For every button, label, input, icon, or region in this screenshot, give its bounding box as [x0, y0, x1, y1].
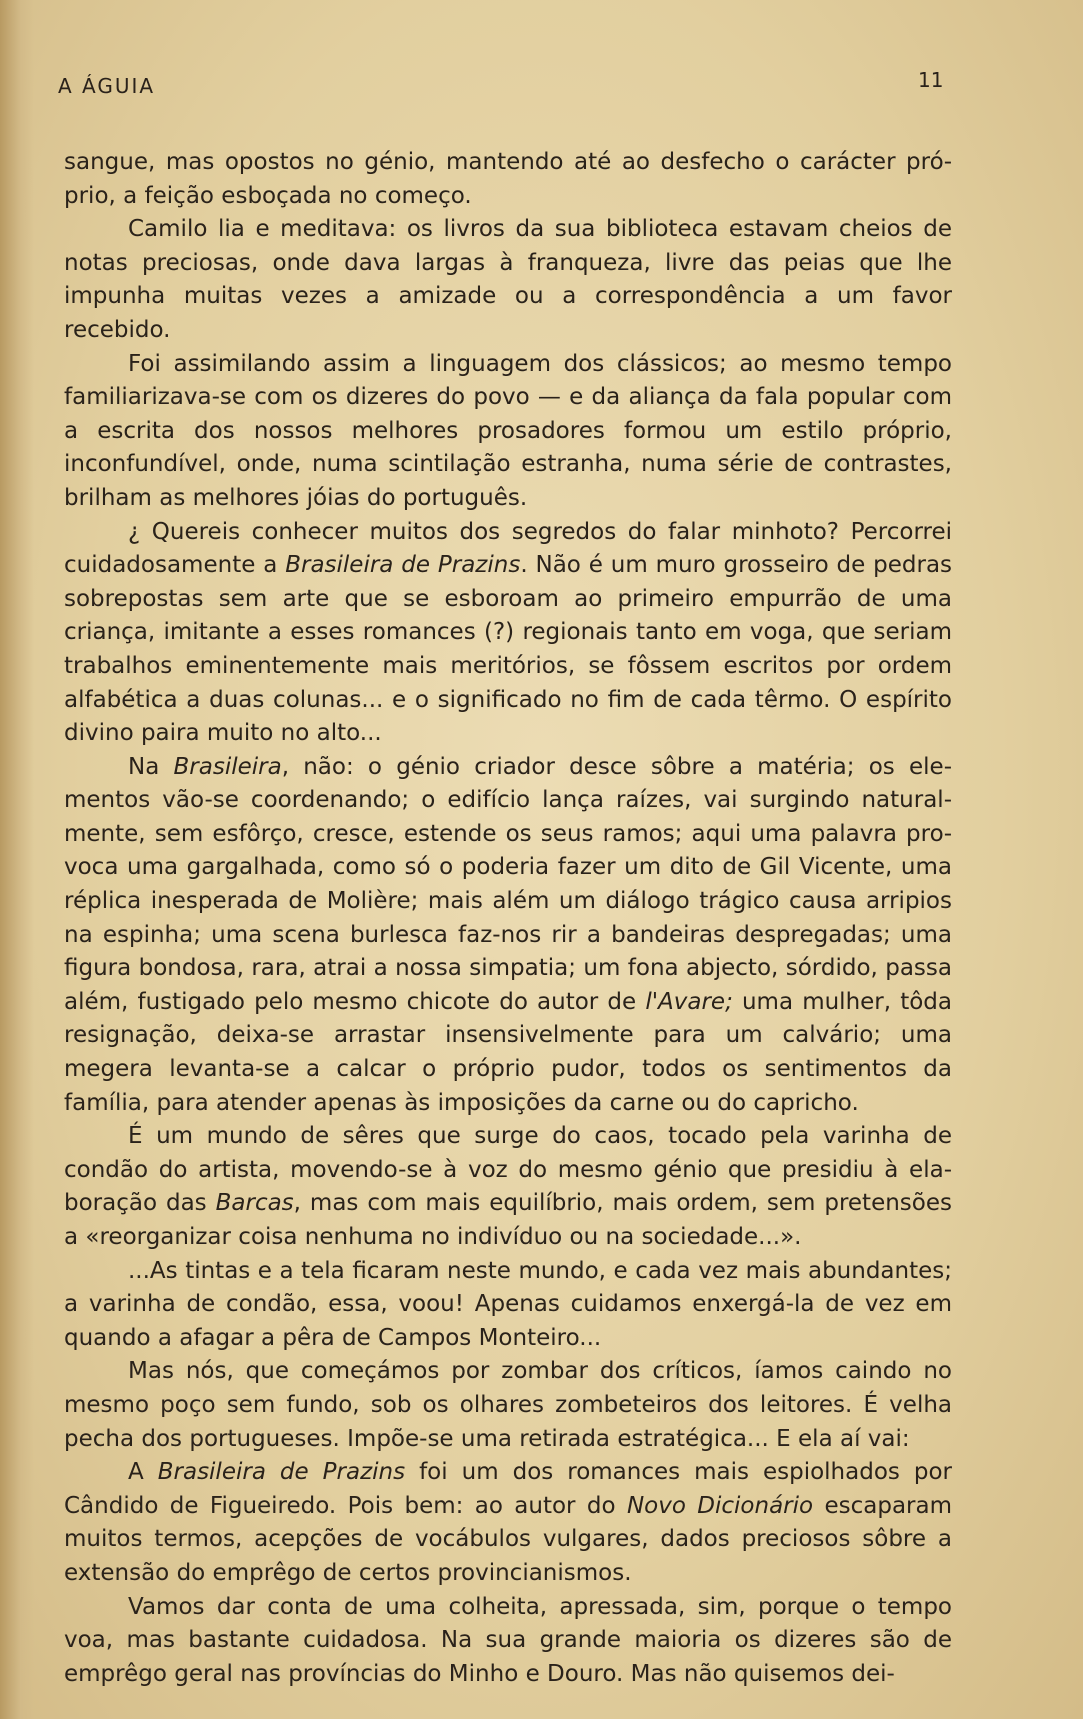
page-gutter-shadow [0, 0, 34, 1719]
paragraph [64, 213, 952, 347]
page-number: 11 [918, 68, 944, 92]
italic-title: Novo Dicionário [626, 1492, 814, 1519]
text-run: É um mundo de sêres que surge do caos, tocado pela varinha de condão do artista, movendo-se à voz do mesmo génio que presidiu à elaboração das [64, 1123, 952, 1217]
paragraph [64, 516, 952, 751]
paragraph [64, 1255, 952, 1356]
text-run: . Não é um muro grosseiro de pedras sobrepostas sem arte que se esboroam ao primeiro empurrão de uma criança, imitante a esses romances (?) regionais tanto em voga, que seriam trabalhos eminentemente mais meritórios, se fôssem escritos por ordem alfabética a duas colunas... e o significado no fim de cada têrmo. O espírito divino paira muito no alto... [64, 552, 953, 747]
text-run: A [128, 1459, 158, 1486]
text-run: uma mulher, tôda resignação, deixa-se arrastar insensivelmente para um calvário; uma megera levanta-se a calcar o próprio pudor, todos os sentimentos da família, para atender apenas às imposições da carne ou do capricho. [64, 988, 952, 1116]
text-run: , não: o génio criador desce sôbre a matéria; os elementos vão-se coordenando; o edifício lança raízes, vai surgindo naturalmente, sem esfôrço, cresce, estende os seus ramos; aqui uma palavra provoca uma gargalhada, como só o poderia fazer um dito de Gil Vicente, uma réplica inesperada de Molière; mais além um diálogo trágico causa arripios na espinha; uma scena burlesca faz-nos rir a bandeiras despregadas; uma figura bondosa, rara, atrai a nossa simpatia; um fona abjecto, sórdido, passa além, fustigado pelo mesmo chicote do autor de [64, 753, 952, 1015]
text-run: Foi assimilando assim a linguagem dos clássicos; ao mesmo tempo familiarizava-se com os dizeres do povo — e da aliança da fala popular com a escrita dos nossos melhores prosadores formou um estilo próprio, inconfundível, onde, numa scintilação estranha, numa série de contrastes, brilham as melhores jóias do português. [64, 350, 952, 511]
italic-title: l'Avare; [645, 988, 733, 1015]
text-run: escaparam muitos termos, acepções de vocábulos vulgares, dados preciosos sôbre a extensão do emprêgo de certos provincianismos. [64, 1492, 952, 1586]
text-run: ...As tintas e a tela ficaram neste mundo, e cada vez mais abundantes; a varinha de condão, essa, voou! Apenas cuidamos enxergá-la de vez em quando a afagar a pêra de Campos Monteiro... [64, 1257, 952, 1351]
italic-title: Brasileira de Prazins [157, 1459, 406, 1486]
body-text [64, 146, 952, 1691]
italic-title: Barcas [215, 1190, 294, 1217]
text-run: Vamos dar conta de uma colheita, apressada, sim, porque o tempo voa, mas bastante cuidadosa. Na sua grande maioria os dizeres são de emprêgo geral nas províncias do Minho e Douro. Mas não quisemos dei- [64, 1593, 952, 1687]
italic-title: Brasileira de Prazins [285, 552, 521, 579]
text-run: Na [128, 753, 174, 780]
text-run: Mas nós, que começámos por zombar dos críticos, íamos caindo no mesmo poço sem fundo, sob os olhares zombeteiros dos leitores. É velha pecha dos portugueses. Impõe-se uma retirada estratégica... E ela aí vai: [64, 1358, 952, 1452]
paragraph [64, 1591, 952, 1692]
text-run: Camilo lia e meditava: os livros da sua biblioteca estavam cheios de notas preciosas, onde dava largas à franqueza, livre das peias que lhe impunha muitas vezes a amizade ou a correspondência a um favor recebido. [64, 216, 952, 343]
paragraph [64, 1355, 952, 1456]
text-run: sangue, mas opostos no génio, mantendo até ao desfecho o carácter próprio, a feição esboçada no começo. [64, 149, 952, 209]
paragraph [64, 1120, 952, 1254]
text-run: foi um dos romances mais espiolhados por Cândido de Figueiredo. Pois bem: ao autor do [64, 1459, 953, 1519]
text-run: , mas com mais equilíbrio, mais ordem, sem pretensões a «reorganizar coisa nenhuma no indivíduo ou na sociedade...». [64, 1190, 952, 1250]
running-title: A ÁGUIA [58, 74, 156, 98]
paragraph [64, 348, 952, 516]
paragraph [64, 1456, 952, 1590]
paragraph [64, 146, 952, 213]
paragraph [64, 751, 952, 1121]
text-run: ¿ Quereis conhecer muitos dos segredos do falar minhoto? Percorrei cuidadosamente a [64, 518, 952, 579]
italic-title: Brasileira [173, 753, 282, 780]
